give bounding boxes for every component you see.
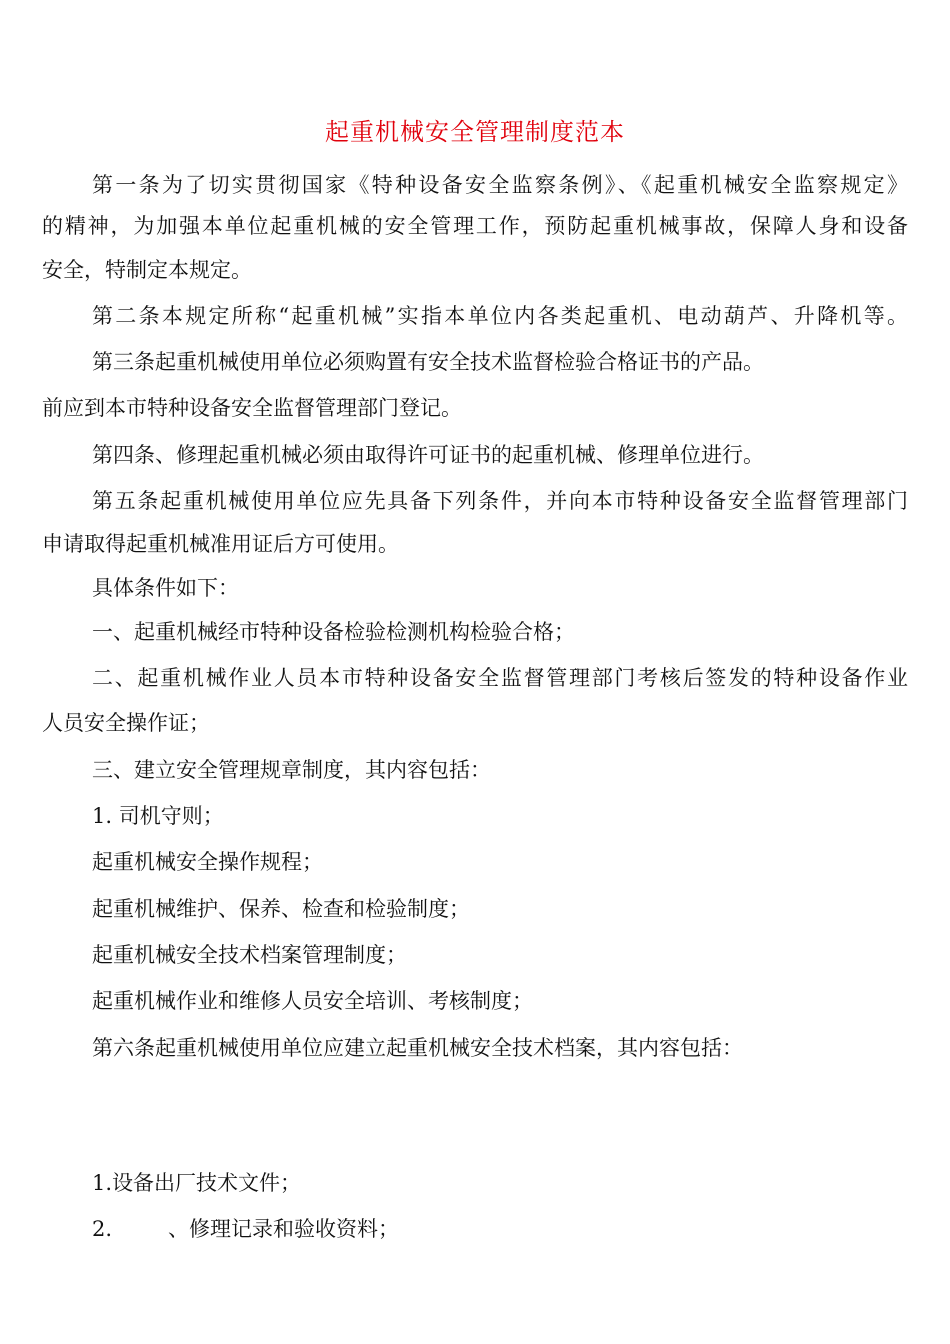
list-item: 三、建立安全管理规章制度，其内容包括： bbox=[92, 758, 491, 782]
paragraph-line: 安全，特制定本规定。 bbox=[42, 258, 252, 282]
list-item: 起重机械安全技术档案管理制度； bbox=[92, 943, 407, 967]
list-item bbox=[92, 1209, 908, 1249]
paragraph-line: 的精神，为加强本单位起重机械的安全管理工作，预防起重机械事故，保障人身和设备 bbox=[42, 214, 908, 238]
paragraph-line: 第四条、修理起重机械必须由取得许可证书的起重机械、修理单位进行。 bbox=[92, 443, 764, 467]
paragraph-line: 前应到本市特种设备安全监督管理部门登记。 bbox=[42, 396, 462, 420]
paragraph-line: 第五条起重机械使用单位应先具备下列条件，并向本市特种设备安全监督管理部门 bbox=[92, 489, 908, 513]
paragraph-line: 第六条起重机械使用单位应建立起重机械安全技术档案，其内容包括： bbox=[92, 1036, 743, 1060]
paragraph-line: 具体条件如下： bbox=[92, 576, 239, 600]
list-item: 1. 司机守则； bbox=[92, 804, 224, 828]
document-title: 起重机械安全管理制度范本 bbox=[325, 118, 625, 146]
list-item: 起重机械维护、保养、检查和检验制度； bbox=[92, 897, 470, 921]
list-item: 起重机械作业和维修人员安全培训、考核制度； bbox=[92, 989, 533, 1013]
list-item: 二、起重机械作业人员本市特种设备安全监督管理部门考核后签发的特种设备作业 bbox=[92, 666, 908, 690]
list-item: 一、起重机械经市特种设备检验检测机构检验合格； bbox=[92, 620, 575, 644]
paragraph-line: 第一条为了切实贯彻国家《特种设备安全监察条例》、《起重机械安全监察规定》 bbox=[92, 173, 908, 197]
paragraph-line: 第二条本规定所称“起重机械”实指本单位内各类起重机、电动葫芦、升降机等。 bbox=[92, 304, 908, 328]
paragraph-line: 人员安全操作证； bbox=[42, 711, 210, 735]
list-item-text: 、修理记录和验收资料； bbox=[168, 1217, 400, 1241]
list-item-number: 2. bbox=[92, 1217, 113, 1241]
list-item: 1.设备出厂技术文件； bbox=[92, 1171, 302, 1195]
paragraph-line: 第三条起重机械使用单位必须购置有安全技术监督检验合格证书的产品。 bbox=[92, 350, 764, 374]
paragraph-line: 申请取得起重机械准用证后方可使用。 bbox=[42, 532, 399, 556]
list-item: 起重机械安全操作规程； bbox=[92, 850, 323, 874]
